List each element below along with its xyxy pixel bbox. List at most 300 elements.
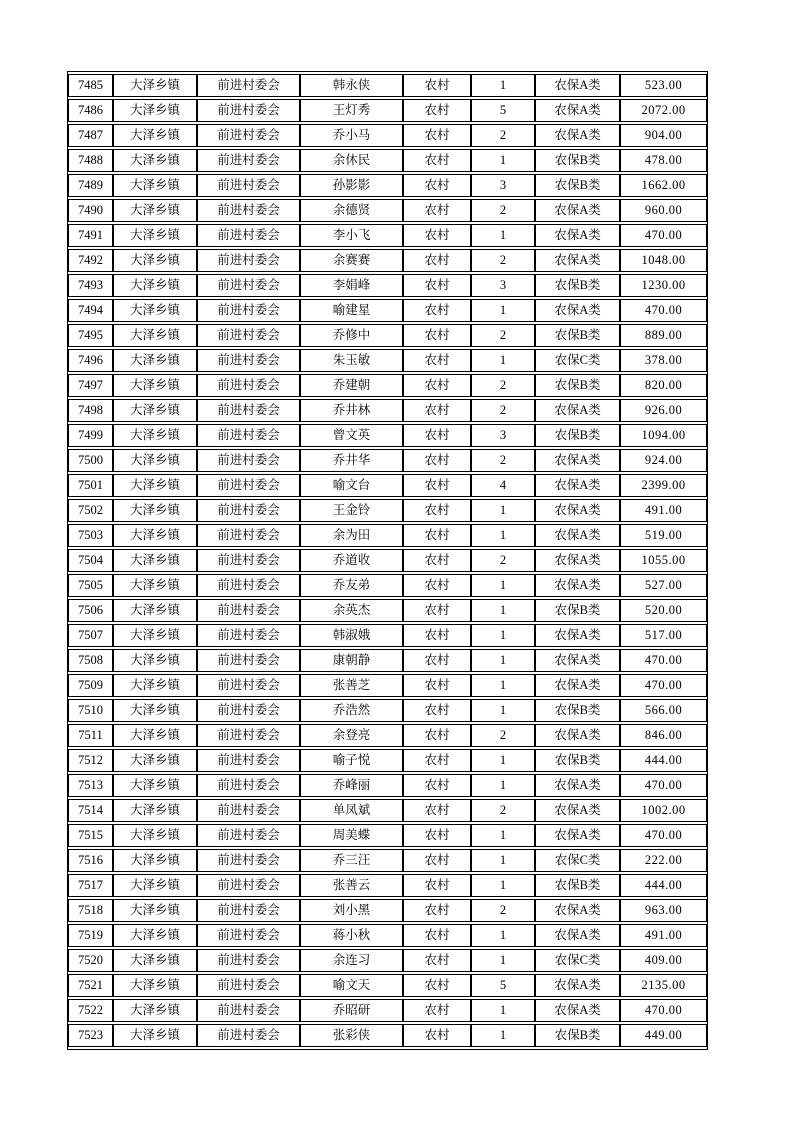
table-row xyxy=(68,224,707,247)
cell-village: 前进村委会 xyxy=(197,299,300,322)
cell-town: 大泽乡镇 xyxy=(113,599,197,622)
cell-town: 大泽乡镇 xyxy=(113,1024,197,1047)
cell-amount: 470.00 xyxy=(620,649,707,672)
cell-village: 前进村委会 xyxy=(197,499,300,522)
cell-residence: 农村 xyxy=(403,174,471,197)
cell-serial: 7508 xyxy=(68,649,113,672)
cell-name: 余为田 xyxy=(300,524,403,547)
table-row xyxy=(68,599,707,622)
cell-residence: 农村 xyxy=(403,74,471,97)
cell-village: 前进村委会 xyxy=(197,274,300,297)
cell-residence: 农村 xyxy=(403,424,471,447)
cell-village: 前进村委会 xyxy=(197,824,300,847)
cell-serial: 7510 xyxy=(68,699,113,722)
cell-category: 农保A类 xyxy=(535,924,620,947)
cell-town: 大泽乡镇 xyxy=(113,824,197,847)
cell-residence: 农村 xyxy=(403,574,471,597)
cell-village: 前进村委会 xyxy=(197,524,300,547)
cell-name: 孙影影 xyxy=(300,174,403,197)
cell-town: 大泽乡镇 xyxy=(113,224,197,247)
cell-category: 农保B类 xyxy=(535,1024,620,1047)
cell-serial: 7515 xyxy=(68,824,113,847)
cell-serial: 7523 xyxy=(68,1024,113,1047)
cell-count: 1 xyxy=(471,999,535,1022)
cell-town: 大泽乡镇 xyxy=(113,649,197,672)
table-row xyxy=(68,374,707,397)
cell-serial: 7511 xyxy=(68,724,113,747)
cell-serial: 7507 xyxy=(68,624,113,647)
cell-village: 前进村委会 xyxy=(197,424,300,447)
cell-category: 农保A类 xyxy=(535,74,620,97)
table-row xyxy=(68,549,707,572)
cell-serial: 7502 xyxy=(68,499,113,522)
cell-amount: 470.00 xyxy=(620,674,707,697)
cell-count: 2 xyxy=(471,724,535,747)
cell-count: 2 xyxy=(471,799,535,822)
cell-town: 大泽乡镇 xyxy=(113,974,197,997)
cell-category: 农保A类 xyxy=(535,99,620,122)
cell-amount: 222.00 xyxy=(620,849,707,872)
cell-village: 前进村委会 xyxy=(197,974,300,997)
cell-town: 大泽乡镇 xyxy=(113,924,197,947)
cell-village: 前进村委会 xyxy=(197,874,300,897)
cell-town: 大泽乡镇 xyxy=(113,799,197,822)
cell-name: 王金铃 xyxy=(300,499,403,522)
cell-residence: 农村 xyxy=(403,974,471,997)
cell-serial: 7514 xyxy=(68,799,113,822)
cell-amount: 1662.00 xyxy=(620,174,707,197)
cell-residence: 农村 xyxy=(403,949,471,972)
cell-name: 朱玉敏 xyxy=(300,349,403,372)
cell-category: 农保A类 xyxy=(535,899,620,922)
cell-count: 5 xyxy=(471,99,535,122)
cell-residence: 农村 xyxy=(403,349,471,372)
cell-residence: 农村 xyxy=(403,674,471,697)
cell-residence: 农村 xyxy=(403,1024,471,1047)
cell-amount: 491.00 xyxy=(620,924,707,947)
cell-town: 大泽乡镇 xyxy=(113,399,197,422)
table-row xyxy=(68,674,707,697)
cell-village: 前进村委会 xyxy=(197,174,300,197)
cell-town: 大泽乡镇 xyxy=(113,624,197,647)
cell-village: 前进村委会 xyxy=(197,249,300,272)
cell-category: 农保A类 xyxy=(535,674,620,697)
cell-count: 1 xyxy=(471,924,535,947)
cell-amount: 1002.00 xyxy=(620,799,707,822)
table-row xyxy=(68,874,707,897)
cell-category: 农保B类 xyxy=(535,324,620,347)
cell-name: 曾文英 xyxy=(300,424,403,447)
cell-amount: 444.00 xyxy=(620,749,707,772)
cell-amount: 470.00 xyxy=(620,999,707,1022)
cell-residence: 农村 xyxy=(403,749,471,772)
cell-category: 农保A类 xyxy=(535,199,620,222)
cell-category: 农保B类 xyxy=(535,149,620,172)
table-row xyxy=(68,974,707,997)
cell-category: 农保B类 xyxy=(535,274,620,297)
cell-name: 乔修中 xyxy=(300,324,403,347)
cell-residence: 农村 xyxy=(403,599,471,622)
cell-residence: 农村 xyxy=(403,724,471,747)
cell-serial: 7506 xyxy=(68,599,113,622)
cell-name: 蒋小秋 xyxy=(300,924,403,947)
table-row xyxy=(68,449,707,472)
cell-count: 1 xyxy=(471,499,535,522)
table-row xyxy=(68,824,707,847)
cell-serial: 7496 xyxy=(68,349,113,372)
cell-count: 2 xyxy=(471,249,535,272)
cell-serial: 7494 xyxy=(68,299,113,322)
cell-village: 前进村委会 xyxy=(197,624,300,647)
cell-name: 乔井华 xyxy=(300,449,403,472)
cell-town: 大泽乡镇 xyxy=(113,499,197,522)
cell-count: 1 xyxy=(471,824,535,847)
table-row xyxy=(68,749,707,772)
cell-name: 李娟峰 xyxy=(300,274,403,297)
cell-serial: 7520 xyxy=(68,949,113,972)
cell-village: 前进村委会 xyxy=(197,149,300,172)
cell-amount: 846.00 xyxy=(620,724,707,747)
table-row xyxy=(68,99,707,122)
cell-category: 农保B类 xyxy=(535,749,620,772)
cell-count: 1 xyxy=(471,299,535,322)
cell-name: 喻文台 xyxy=(300,474,403,497)
cell-amount: 470.00 xyxy=(620,299,707,322)
cell-count: 1 xyxy=(471,599,535,622)
cell-amount: 2399.00 xyxy=(620,474,707,497)
cell-name: 余德贤 xyxy=(300,199,403,222)
cell-name: 刘小黑 xyxy=(300,899,403,922)
cell-village: 前进村委会 xyxy=(197,649,300,672)
cell-count: 1 xyxy=(471,874,535,897)
cell-category: 农保B类 xyxy=(535,424,620,447)
cell-residence: 农村 xyxy=(403,774,471,797)
cell-name: 康朝静 xyxy=(300,649,403,672)
cell-amount: 519.00 xyxy=(620,524,707,547)
cell-name: 喻建星 xyxy=(300,299,403,322)
table-row xyxy=(68,524,707,547)
cell-category: 农保A类 xyxy=(535,999,620,1022)
cell-village: 前进村委会 xyxy=(197,924,300,947)
cell-village: 前进村委会 xyxy=(197,224,300,247)
cell-category: 农保A类 xyxy=(535,299,620,322)
cell-residence: 农村 xyxy=(403,699,471,722)
cell-category: 农保A类 xyxy=(535,449,620,472)
cell-amount: 520.00 xyxy=(620,599,707,622)
cell-name: 乔三汪 xyxy=(300,849,403,872)
cell-category: 农保C类 xyxy=(535,349,620,372)
cell-name: 余赛赛 xyxy=(300,249,403,272)
cell-town: 大泽乡镇 xyxy=(113,849,197,872)
cell-residence: 农村 xyxy=(403,399,471,422)
cell-category: 农保A类 xyxy=(535,399,620,422)
cell-town: 大泽乡镇 xyxy=(113,74,197,97)
cell-amount: 1230.00 xyxy=(620,274,707,297)
cell-serial: 7495 xyxy=(68,324,113,347)
cell-residence: 农村 xyxy=(403,899,471,922)
cell-count: 2 xyxy=(471,549,535,572)
cell-residence: 农村 xyxy=(403,274,471,297)
cell-town: 大泽乡镇 xyxy=(113,549,197,572)
cell-category: 农保B类 xyxy=(535,599,620,622)
cell-town: 大泽乡镇 xyxy=(113,149,197,172)
cell-amount: 470.00 xyxy=(620,824,707,847)
cell-count: 1 xyxy=(471,149,535,172)
cell-amount: 449.00 xyxy=(620,1024,707,1047)
cell-serial: 7522 xyxy=(68,999,113,1022)
cell-count: 4 xyxy=(471,474,535,497)
cell-amount: 478.00 xyxy=(620,149,707,172)
cell-name: 乔昭研 xyxy=(300,999,403,1022)
cell-count: 1 xyxy=(471,674,535,697)
cell-residence: 农村 xyxy=(403,549,471,572)
cell-count: 3 xyxy=(471,424,535,447)
cell-village: 前进村委会 xyxy=(197,199,300,222)
cell-residence: 农村 xyxy=(403,249,471,272)
cell-count: 1 xyxy=(471,949,535,972)
cell-category: 农保A类 xyxy=(535,574,620,597)
cell-count: 1 xyxy=(471,524,535,547)
cell-residence: 农村 xyxy=(403,474,471,497)
table-row xyxy=(68,724,707,747)
cell-amount: 1094.00 xyxy=(620,424,707,447)
cell-serial: 7487 xyxy=(68,124,113,147)
cell-village: 前进村委会 xyxy=(197,474,300,497)
cell-name: 余英杰 xyxy=(300,599,403,622)
records-table-body xyxy=(68,74,707,1047)
cell-amount: 904.00 xyxy=(620,124,707,147)
cell-count: 1 xyxy=(471,649,535,672)
cell-category: 农保B类 xyxy=(535,174,620,197)
cell-count: 1 xyxy=(471,699,535,722)
cell-residence: 农村 xyxy=(403,224,471,247)
cell-serial: 7488 xyxy=(68,149,113,172)
table-row xyxy=(68,574,707,597)
table-row xyxy=(68,199,707,222)
cell-count: 1 xyxy=(471,1024,535,1047)
cell-category: 农保A类 xyxy=(535,974,620,997)
cell-town: 大泽乡镇 xyxy=(113,99,197,122)
cell-category: 农保A类 xyxy=(535,524,620,547)
cell-town: 大泽乡镇 xyxy=(113,724,197,747)
cell-serial: 7517 xyxy=(68,874,113,897)
cell-village: 前进村委会 xyxy=(197,99,300,122)
cell-town: 大泽乡镇 xyxy=(113,899,197,922)
table-row xyxy=(68,774,707,797)
cell-name: 乔浩然 xyxy=(300,699,403,722)
cell-residence: 农村 xyxy=(403,624,471,647)
cell-residence: 农村 xyxy=(403,874,471,897)
cell-village: 前进村委会 xyxy=(197,549,300,572)
cell-town: 大泽乡镇 xyxy=(113,674,197,697)
cell-residence: 农村 xyxy=(403,99,471,122)
cell-amount: 820.00 xyxy=(620,374,707,397)
cell-amount: 491.00 xyxy=(620,499,707,522)
cell-name: 余登亮 xyxy=(300,724,403,747)
cell-town: 大泽乡镇 xyxy=(113,999,197,1022)
cell-amount: 963.00 xyxy=(620,899,707,922)
cell-residence: 农村 xyxy=(403,149,471,172)
cell-name: 张善芝 xyxy=(300,674,403,697)
cell-village: 前进村委会 xyxy=(197,74,300,97)
cell-name: 周美蝶 xyxy=(300,824,403,847)
cell-category: 农保A类 xyxy=(535,499,620,522)
cell-name: 李小飞 xyxy=(300,224,403,247)
cell-name: 张善云 xyxy=(300,874,403,897)
cell-amount: 960.00 xyxy=(620,199,707,222)
cell-serial: 7491 xyxy=(68,224,113,247)
cell-residence: 农村 xyxy=(403,824,471,847)
table-row xyxy=(68,949,707,972)
cell-residence: 农村 xyxy=(403,924,471,947)
cell-residence: 农村 xyxy=(403,799,471,822)
cell-count: 2 xyxy=(471,199,535,222)
table-row xyxy=(68,649,707,672)
table-row xyxy=(68,349,707,372)
cell-residence: 农村 xyxy=(403,849,471,872)
cell-category: 农保A类 xyxy=(535,474,620,497)
cell-serial: 7492 xyxy=(68,249,113,272)
cell-amount: 924.00 xyxy=(620,449,707,472)
cell-name: 乔建朝 xyxy=(300,374,403,397)
table-row xyxy=(68,799,707,822)
cell-amount: 2135.00 xyxy=(620,974,707,997)
cell-count: 1 xyxy=(471,624,535,647)
cell-amount: 517.00 xyxy=(620,624,707,647)
cell-count: 1 xyxy=(471,849,535,872)
cell-category: 农保B类 xyxy=(535,699,620,722)
cell-residence: 农村 xyxy=(403,199,471,222)
cell-name: 乔小马 xyxy=(300,124,403,147)
cell-amount: 470.00 xyxy=(620,224,707,247)
cell-category: 农保C类 xyxy=(535,949,620,972)
table-row xyxy=(68,399,707,422)
cell-town: 大泽乡镇 xyxy=(113,524,197,547)
cell-village: 前进村委会 xyxy=(197,699,300,722)
cell-name: 韩永侠 xyxy=(300,74,403,97)
cell-count: 2 xyxy=(471,899,535,922)
table-row xyxy=(68,624,707,647)
cell-name: 乔友弟 xyxy=(300,574,403,597)
cell-town: 大泽乡镇 xyxy=(113,424,197,447)
cell-town: 大泽乡镇 xyxy=(113,699,197,722)
cell-town: 大泽乡镇 xyxy=(113,124,197,147)
cell-serial: 7509 xyxy=(68,674,113,697)
cell-amount: 523.00 xyxy=(620,74,707,97)
table-row xyxy=(68,274,707,297)
cell-town: 大泽乡镇 xyxy=(113,749,197,772)
cell-name: 张彩侠 xyxy=(300,1024,403,1047)
cell-serial: 7505 xyxy=(68,574,113,597)
cell-residence: 农村 xyxy=(403,524,471,547)
cell-serial: 7497 xyxy=(68,374,113,397)
cell-serial: 7499 xyxy=(68,424,113,447)
table-row xyxy=(68,249,707,272)
cell-category: 农保A类 xyxy=(535,824,620,847)
cell-count: 2 xyxy=(471,449,535,472)
cell-name: 王灯秀 xyxy=(300,99,403,122)
table-row xyxy=(68,149,707,172)
cell-town: 大泽乡镇 xyxy=(113,574,197,597)
cell-amount: 566.00 xyxy=(620,699,707,722)
cell-category: 农保A类 xyxy=(535,624,620,647)
cell-village: 前进村委会 xyxy=(197,399,300,422)
cell-amount: 527.00 xyxy=(620,574,707,597)
cell-category: 农保A类 xyxy=(535,799,620,822)
cell-name: 韩淑娥 xyxy=(300,624,403,647)
cell-amount: 2072.00 xyxy=(620,99,707,122)
cell-residence: 农村 xyxy=(403,299,471,322)
cell-name: 余连习 xyxy=(300,949,403,972)
cell-village: 前进村委会 xyxy=(197,724,300,747)
cell-serial: 7521 xyxy=(68,974,113,997)
cell-town: 大泽乡镇 xyxy=(113,774,197,797)
cell-village: 前进村委会 xyxy=(197,1024,300,1047)
cell-village: 前进村委会 xyxy=(197,749,300,772)
table-row xyxy=(68,174,707,197)
cell-serial: 7503 xyxy=(68,524,113,547)
cell-village: 前进村委会 xyxy=(197,849,300,872)
cell-amount: 378.00 xyxy=(620,349,707,372)
records-table xyxy=(67,71,708,1050)
cell-residence: 农村 xyxy=(403,124,471,147)
cell-residence: 农村 xyxy=(403,999,471,1022)
cell-town: 大泽乡镇 xyxy=(113,199,197,222)
cell-category: 农保A类 xyxy=(535,724,620,747)
table-row xyxy=(68,124,707,147)
cell-residence: 农村 xyxy=(403,649,471,672)
cell-count: 1 xyxy=(471,349,535,372)
cell-count: 1 xyxy=(471,74,535,97)
cell-town: 大泽乡镇 xyxy=(113,274,197,297)
table-row xyxy=(68,849,707,872)
cell-category: 农保A类 xyxy=(535,774,620,797)
table-row xyxy=(68,924,707,947)
cell-count: 5 xyxy=(471,974,535,997)
cell-serial: 7489 xyxy=(68,174,113,197)
cell-town: 大泽乡镇 xyxy=(113,299,197,322)
cell-serial: 7519 xyxy=(68,924,113,947)
table-row xyxy=(68,299,707,322)
cell-town: 大泽乡镇 xyxy=(113,474,197,497)
table-row xyxy=(68,74,707,97)
cell-count: 1 xyxy=(471,749,535,772)
table-row xyxy=(68,324,707,347)
cell-name: 喻子悦 xyxy=(300,749,403,772)
table-row xyxy=(68,499,707,522)
table-row xyxy=(68,424,707,447)
cell-village: 前进村委会 xyxy=(197,999,300,1022)
cell-category: 农保B类 xyxy=(535,874,620,897)
cell-village: 前进村委会 xyxy=(197,124,300,147)
cell-town: 大泽乡镇 xyxy=(113,949,197,972)
cell-village: 前进村委会 xyxy=(197,774,300,797)
cell-town: 大泽乡镇 xyxy=(113,324,197,347)
cell-serial: 7486 xyxy=(68,99,113,122)
cell-category: 农保B类 xyxy=(535,374,620,397)
cell-town: 大泽乡镇 xyxy=(113,874,197,897)
cell-amount: 409.00 xyxy=(620,949,707,972)
cell-village: 前进村委会 xyxy=(197,899,300,922)
cell-count: 2 xyxy=(471,324,535,347)
cell-serial: 7513 xyxy=(68,774,113,797)
cell-village: 前进村委会 xyxy=(197,949,300,972)
cell-town: 大泽乡镇 xyxy=(113,349,197,372)
cell-town: 大泽乡镇 xyxy=(113,449,197,472)
cell-village: 前进村委会 xyxy=(197,574,300,597)
cell-count: 3 xyxy=(471,174,535,197)
cell-amount: 1048.00 xyxy=(620,249,707,272)
